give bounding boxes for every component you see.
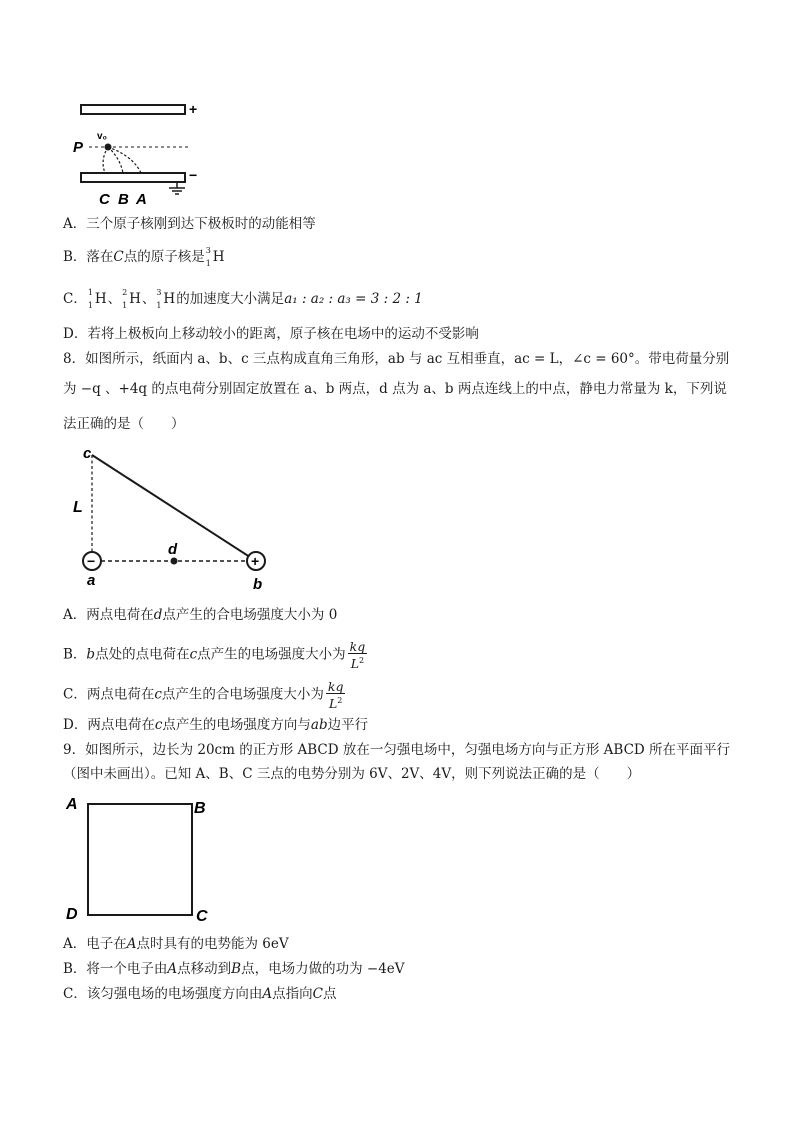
label-B: B [194, 800, 206, 817]
q8-option-a-prefix: A．两点电荷在 [63, 607, 154, 623]
q8-option-d-var: c [154, 717, 163, 733]
q8-option-d-var2: ab [310, 717, 328, 733]
square-abcd [88, 804, 192, 915]
q7-option-d[interactable] [63, 325, 479, 343]
q7-nuclide-2: 2 1 H [122, 288, 141, 310]
label-A: A [136, 191, 147, 208]
q8-option-b[interactable]: B．b点处的点电荷在c点产生的电场强度大小为 $\frac{kq}{L^2}$ [63, 639, 366, 672]
q7-option-b-prefix: B．落在 [63, 249, 114, 265]
label-A: A [66, 796, 78, 813]
label-c: c [83, 445, 92, 462]
q9-option-c[interactable]: C．该匀强电场的电场强度方向由A点指向C点 [63, 986, 337, 1002]
q7-option-b-suffix: 点的原子核是 [123, 249, 205, 265]
label-C: C [196, 908, 208, 925]
q8-stem-line-3: 法正确的是（ ） [63, 416, 185, 432]
lower-plate-sign: − [189, 167, 198, 183]
figure-q9-square [62, 788, 222, 928]
q7-option-b-nuclide: 3 1 H [205, 246, 225, 268]
label-d: d [168, 541, 178, 558]
q8-option-b-fraction: $\frac{kq}{L^2}$ [349, 639, 366, 672]
label-b: b [253, 576, 263, 593]
q9-option-c-var2: C [312, 986, 323, 1002]
q8-option-a[interactable] [63, 606, 337, 624]
q9-option-c-var1: A [262, 986, 273, 1002]
q8-option-c-fraction: $\frac{kq}{L^2}$ [327, 679, 344, 712]
q9-option-a-var: A [126, 936, 137, 952]
q8-option-a-var: d [153, 607, 163, 623]
trajectory-C [103, 147, 108, 173]
label-D: D [66, 906, 78, 923]
q8-option-c-var: c [154, 686, 162, 703]
q7-option-a-text: A．三个原子核刚到达下极板时的动能相等 [63, 216, 316, 232]
figure-q8-triangle [68, 440, 288, 595]
trajectory-B [108, 147, 123, 173]
label-B: B [118, 191, 129, 208]
q7-option-c[interactable]: C． 1 1 H、 2 1 H、 3 1 H的加速度大小满足a₁ : a₂ : a₃ = 3 : 2 : 1 [63, 288, 423, 310]
label-L: L [73, 499, 83, 516]
q8-stem-line-1: 8．如图所示，纸面内 a、b、c 三点构成直角三角形，ab 与 ac 互相垂直，ac = L，∠c = 60°。带电荷量分别 [63, 351, 730, 367]
q7-option-c-mid: 的加速度大小满足 [176, 291, 285, 307]
q8-option-c[interactable]: C．两点电荷在c点产生的合电场强度大小为 $\frac{kq}{L^2}$ [63, 679, 344, 712]
q8-option-d[interactable]: D．两点电荷在c点产生的电场强度方向与ab边平行 [63, 717, 369, 733]
upper-plate-sign: + [189, 101, 198, 117]
point-d-dot [171, 558, 178, 565]
q8-stem-line-2: 为 −q 、+4q 的点电荷分别固定放置在 a、b 两点，d 点为 a、b 两点连线上的中点，静电力常量为 k，下列说 [63, 381, 727, 397]
q9-option-b-var2: B [231, 961, 242, 977]
upper-plate [81, 105, 185, 114]
q9-option-b-var1: A [167, 961, 178, 977]
charge-a-sign: − [87, 553, 96, 569]
q8-option-a-suffix: 点产生的合电场强度大小为 0 [162, 607, 338, 623]
q7-option-b-var: C [113, 249, 124, 265]
q7-option-a[interactable] [63, 215, 316, 233]
label-a: a [87, 572, 96, 589]
label-P: P [73, 139, 84, 156]
q9-stem-line-2: （图中未画出）。已知 A、B、C 三点的电势分别为 6V、2V、4V，则下列说法正确的是（ ） [63, 766, 641, 782]
q8-option-b-var2: c [189, 646, 198, 663]
q9-option-a[interactable]: A．电子在A点时具有的电势能为 6eV [63, 936, 289, 952]
label-v0: v₀ [97, 131, 108, 142]
q9-option-b[interactable]: B．将一个电子由A点移动到B点，电场力做的功为 −4eV [63, 961, 405, 977]
q9-stem-line-1: 9．如图所示，边长为 20cm 的正方形 ABCD 放在一匀强电场中，匀强电场方向与正方形 ABCD 所在平面平行 [63, 742, 731, 758]
figure-q7-parallel-plates [65, 98, 215, 210]
charge-b-sign: + [251, 553, 260, 569]
lower-plate [81, 173, 185, 182]
q7-nuclide-1: 1 1 H [87, 288, 107, 310]
q7-option-d-text: D．若将上极板向上移动较小的距离，原子核在电场中的运动不受影响 [63, 326, 479, 342]
q7-option-c-prefix: C． [63, 291, 87, 307]
q7-nuclide-3: 3 1 H [156, 288, 176, 310]
q7-option-b[interactable] [63, 248, 226, 266]
trajectory-A [108, 147, 141, 173]
q7-option-c-ratio: a₁ : a₂ : a₃ = 3 : 2 : 1 [284, 291, 423, 307]
q8-option-b-var1: b [86, 646, 96, 663]
label-C: C [99, 191, 110, 208]
